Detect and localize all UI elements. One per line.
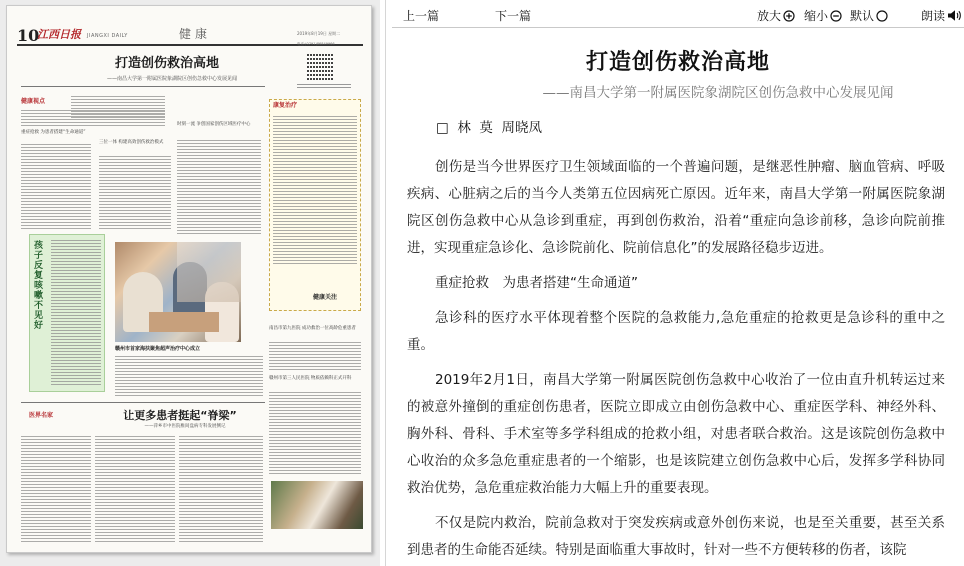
article-subheading: 重症抢救 为患者搭建“生命通道” <box>435 275 638 291</box>
section-name: 健康 <box>179 27 212 41</box>
divider <box>21 86 265 87</box>
text-block <box>21 110 165 128</box>
tag-health-focus: 健康关注 <box>313 294 338 301</box>
text-block <box>273 116 357 266</box>
news-photo-overlay <box>177 242 241 302</box>
text-block <box>51 240 101 386</box>
plus-circle-icon <box>783 10 795 25</box>
next-article-link[interactable]: 下一篇 <box>495 9 532 23</box>
default-size-button[interactable] <box>850 9 888 25</box>
article-subtitle: ——南昌大学第一附属医院象湖院区创伤急救中心发展见闻 <box>542 85 894 101</box>
text-block <box>95 436 175 544</box>
qa-box-title: 孩子反复咳嗽不见好 <box>34 241 44 331</box>
article-paragraph: 2019年2月1日，南昌大学第一附属医院创伤急救中心收治了一位由直升机转运过来的被意外撞倒的重症创伤患者，医院立即成立由创伤急救中心、重症医学科、神经外科、胸外科、骨科、手术室等多学科组成的抢救小组，对患者联合救治。这是该院创伤急救中心收治的众多急危重症患者的一个缩影，也是该院建立创伤急救中心后，发挥多学科协同救治优势，急危重症救治能力大幅上升的重要表现。 <box>407 372 945 496</box>
circle-icon <box>876 10 888 25</box>
text-block <box>179 436 263 544</box>
subheading-3: 时刻一流 争创国家创伤区域医疗中心 <box>177 122 251 127</box>
subheading-1: 重症抢救 为患者搭建“生命通道” <box>21 130 86 135</box>
text-block <box>115 356 263 396</box>
subheading-2: 三位一体 构建高效创伤救治模式 <box>99 140 164 145</box>
speaker-icon <box>947 9 961 25</box>
text-block <box>177 140 261 236</box>
article-content <box>392 28 964 566</box>
newspaper-thumbnail-pane <box>0 0 380 566</box>
zoom-out-button[interactable] <box>804 9 842 25</box>
zoom-in-button[interactable] <box>757 9 795 25</box>
article-byline: □ 林 莫 周晓凤 <box>436 120 543 136</box>
subheading-5: 赣州市第三人民医院 物质依赖科正式开科 <box>269 376 352 381</box>
bottom-subheadline: ——萍乡市中医院椎间盘病专科发展侧记 <box>144 424 226 429</box>
tag-famous-doctor: 医界名家 <box>29 412 54 419</box>
zoom-in-label: 放大 <box>757 9 782 23</box>
issue-date: 2019年8月19日 星期二 <box>297 31 341 36</box>
minus-circle-icon <box>830 10 842 25</box>
pane-divider <box>385 0 386 566</box>
zoom-out-label: 缩小 <box>804 9 829 23</box>
tag-health-view: 健康视点 <box>21 98 46 105</box>
text-block <box>21 144 91 230</box>
reader-toolbar <box>392 0 964 28</box>
news-photo-bottom <box>271 481 363 529</box>
tag-rehab: 康复治疗 <box>273 102 298 109</box>
article-paragraph: 创伤是当今世界医疗卫生领域面临的一个普遍问题，是继恶性肿瘤、脑血管病、呼吸疾病、心脏病之后的当今人类第五位因病死亡原因。近年来，南昌大学第一附属医院象湖院区创伤急救中心从急诊到重症，再到创伤救治，沿着“重症向急诊前移，急诊向院前推进，实现重症急诊化、急诊院前化、院前信息化”的发展路径稳步迈进。 <box>407 159 945 256</box>
qr-code-icon <box>307 54 333 80</box>
contact-phone: 电话:(0791)86849966 <box>297 42 335 46</box>
read-aloud-label: 朗读 <box>921 9 946 23</box>
bottom-headline[interactable]: 让更多患者挺起“脊梁” <box>123 409 237 422</box>
text-block <box>269 392 361 476</box>
article-title: 打造创伤救治高地 <box>585 50 770 75</box>
paper-logo: 江西日报 <box>37 28 81 41</box>
article-paragraph: 急诊科的医疗水平体现着整个医院的急救能力,急危重症的抢救更是急诊科的重中之重。 <box>407 310 945 353</box>
default-size-label: 默认 <box>850 9 875 23</box>
prev-article-link[interactable]: 上一篇 <box>403 9 440 23</box>
article-body <box>407 154 945 566</box>
photo-caption: 赣州市首家海扶聚焦超声治疗中心成立 <box>115 346 201 352</box>
read-aloud-button[interactable] <box>921 9 961 25</box>
paper-name-english: JIANGXI DAILY <box>87 33 128 39</box>
article-paragraph: 不仅是院内救治，院前急救对于突发疾病或意外创伤来说，也是至关重要，甚至关系到患者的生命能否延续。特别是面临重大事故时，针对一些不方便转移的伤者，该院 <box>407 515 945 558</box>
text-block <box>269 342 361 372</box>
page-number: 10 <box>17 26 40 45</box>
subheading-4: 南昌市第九医院 成功救治一位高龄危重患者 <box>269 326 356 331</box>
newspaper-page-thumbnail[interactable] <box>6 5 372 553</box>
text-block <box>99 156 171 230</box>
thumbnail-subheadline: ——南昌大学第一附属医院象湖院区创伤急救中心发展见闻 <box>106 76 237 82</box>
thumbnail-headline[interactable]: 打造创伤救治高地 <box>114 56 219 71</box>
qr-caption <box>297 82 351 88</box>
divider <box>21 402 265 403</box>
text-block <box>21 436 91 544</box>
